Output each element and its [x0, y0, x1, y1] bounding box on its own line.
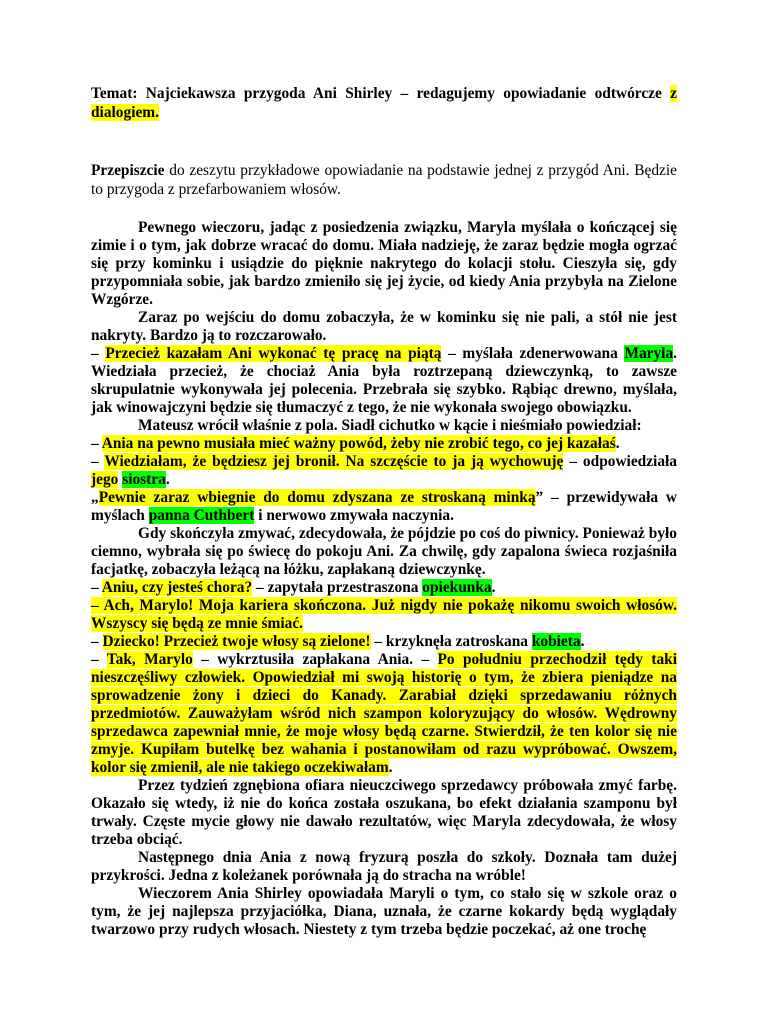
- instruction-keyword: Przepiszcie: [91, 162, 165, 179]
- story-paragraph: [91, 579, 677, 597]
- story-text-segment: – myślała zdenerwowana: [441, 345, 625, 362]
- story-text-segment: Gdy skończyła zmywać, zdecydowała, że pójdzie po coś do piwnicy. Ponieważ było ciemno, wybrała się po świecę do pokoju Ani. Za chwilę, gdy zapalona świeca rozjaśniła facjatkę, zobaczyła leżącą na łóżku, zapłakaną dziewczynkę.: [91, 525, 677, 578]
- character-name-highlight: Maryla: [624, 345, 674, 362]
- story-paragraph: [91, 777, 677, 849]
- story-text-segment: .: [165, 471, 170, 488]
- story-paragraph: [91, 525, 677, 579]
- story-text-segment: –: [91, 345, 106, 362]
- story-text-segment: Mateusz wrócił właśnie z pola. Siadł cichutko w kącie i nieśmiało powiedział:: [138, 417, 642, 434]
- story-text-segment: .: [388, 759, 393, 776]
- story-text-segment: –: [91, 435, 102, 452]
- story-text-segment: .: [615, 435, 620, 452]
- story-text-segment: Zaraz po wejściu do domu zobaczyła, że w kominku się nie pali, a stół nie jest nakryty. Bardzo ją to rozczarowało.: [91, 309, 677, 344]
- character-name-highlight: siostra: [122, 471, 166, 488]
- dialogue-highlight: Po południu przechodził tędy taki nieszczęśliwy człowiek. Opowiedział mi swoją historię o tym, że zbiera pieniądze na sprowadzenie żony i dzieci do Kanady. Zarabiał dzięki sprzedawaniu różnych przedmiotów. Zauważyłam wśród nich szampon koloryzujący do włosów. Wędrowny sprzedawca zapewniał mnie, że moje włosy będą czarne. Stwierdził, że ten kolor się nie zmyje. Kupiłam butelkę bez wahania i postanowiłam od razu wypróbować. Owszem, kolor się zmienił, ale nie takiego oczekiwałam: [91, 651, 678, 776]
- story-paragraph: [91, 309, 677, 345]
- dialogue-highlight: Tak, Marylo: [106, 651, 193, 668]
- dialogue-highlight: Dziecko! Przecież twoje włosy są zielone!: [102, 633, 371, 650]
- title-prefix: Temat: Najciekawsza przygoda Ani Shirley – redagujemy opowiadanie odtwórcze: [91, 85, 671, 102]
- story-text-segment: – zapytała przestraszona: [252, 579, 423, 596]
- dialogue-highlight: Pewnie zaraz wbiegnie do domu zdyszana ze stroskaną minką: [98, 489, 536, 506]
- story-text-segment: . Wiedziała przecież, że chociaż Ania była roztrzepaną dziewczynką, to zawsze skrupulatnie wykonywała jej polecenia. Przebrała się szybko. Rąbiąc drewno, myślała, jak winowajczyni będzie się tłumaczyć z tego, że nie wykonała swojego obowiązku.: [91, 345, 678, 416]
- story-text-segment: – odpowiedziała: [563, 453, 677, 470]
- story-text-segment: Wieczorem Ania Shirley opowiadała Maryli o tym, co stało się w szkole oraz o tym, że jej najlepsza przyjaciółka, Diana, uznała, że czarne kokardy będą wyglądały twarzowo przy rudych włosach. Niestety z tym trzeba będzie poczekać, aż one trochę: [91, 885, 677, 938]
- story-paragraph: [91, 489, 677, 525]
- instruction-paragraph: [91, 161, 677, 199]
- story-text-segment: –: [91, 651, 107, 668]
- story-text-segment: –: [91, 579, 102, 596]
- dialogue-highlight: Przecież kazałam Ani wykonać tę pracę na piątą: [105, 345, 442, 362]
- title-highlight: z dialogiem.: [91, 85, 677, 121]
- story-paragraph: [91, 435, 677, 453]
- instruction-text: do zeszytu przykładowe opowiadanie na podstawie jednej z przygód Ani. Będzie to przygoda z przefarbowaniem włosów.: [91, 162, 677, 198]
- story-text-segment: ” – przewidywała w myślach: [91, 489, 677, 524]
- story-paragraph: [91, 849, 677, 885]
- story-paragraph: [91, 651, 677, 777]
- character-name-highlight: panna Cuthbert: [148, 507, 255, 524]
- story-text-segment: Następnego dnia Ania z nową fryzurą poszła do szkoły. Doznała tam dużej przykrości. Jedna z koleżanek porównała ją do stracha na wróble!: [91, 849, 677, 884]
- story-text-segment: i nerwowo zmywała naczynia.: [254, 507, 454, 524]
- dialogue-highlight: Ania na pewno musiała mieć ważny powód, żeby nie zrobić tego, co jej kazałaś: [101, 435, 616, 452]
- document-title: [91, 84, 677, 122]
- story-paragraph: [91, 453, 677, 489]
- story-paragraph: [91, 417, 677, 435]
- character-name-highlight: opiekunka: [422, 579, 492, 596]
- story-text-segment: Przez tydzień zgnębiona ofiara nieuczciwego sprzedawcy próbowała zmyć farbę. Okazało się wtedy, iż nie do końca została oszukana, bo efekt działania szamponu był trwały. Częste mycie głowy nie dawało rezultatów, więc Maryla zdecydowała, że włosy trzeba obciąć.: [91, 777, 677, 848]
- story-paragraph: [91, 633, 677, 651]
- story-paragraph: [91, 597, 677, 633]
- dialogue-highlight: Aniu, czy jesteś chora?: [101, 579, 253, 596]
- story-paragraph: [91, 219, 677, 309]
- dialogue-highlight: jego: [91, 471, 119, 488]
- story-text-segment: Pewnego wieczoru, jadąc z posiedzenia związku, Maryla myślała o kończącej się zimie i o tym, jak dobrze wracać do domu. Miała nadzieję, że zaraz będzie mogła ogrzać się przy kominku i usiądzie do pięknie nakrytego do kolacji stołu. Cieszyła się, gdy przypomniała sobie, jak bardzo zmieniło się jej życie, od kiedy Ania przybyła na Zielone Wzgórze.: [91, 219, 677, 308]
- story-text-segment: –: [91, 633, 103, 650]
- story-text-segment: .: [580, 633, 585, 650]
- story-paragraph: [91, 345, 677, 417]
- dialogue-highlight: – Ach, Marylo! Moja kariera skończona. Już nigdy nie pokażę nikomu swoich włosów. Wszyscy się będą ze mnie śmiać.: [91, 597, 677, 632]
- character-name-highlight: kobieta: [531, 633, 581, 650]
- story-text-segment: – krzyknęła zatroskana: [370, 633, 532, 650]
- story-text-segment: „: [91, 489, 99, 506]
- dialogue-highlight: Wiedziałam, że będziesz jej bronił. Na szczęście to ja ją wychowuję: [104, 453, 564, 470]
- story-text: [91, 219, 677, 939]
- story-text-segment: .: [491, 579, 496, 596]
- story-paragraph: [91, 885, 677, 939]
- story-text-segment: –: [91, 453, 105, 470]
- story-text-segment: – wykrztusiła zapłakana Ania. –: [192, 651, 438, 668]
